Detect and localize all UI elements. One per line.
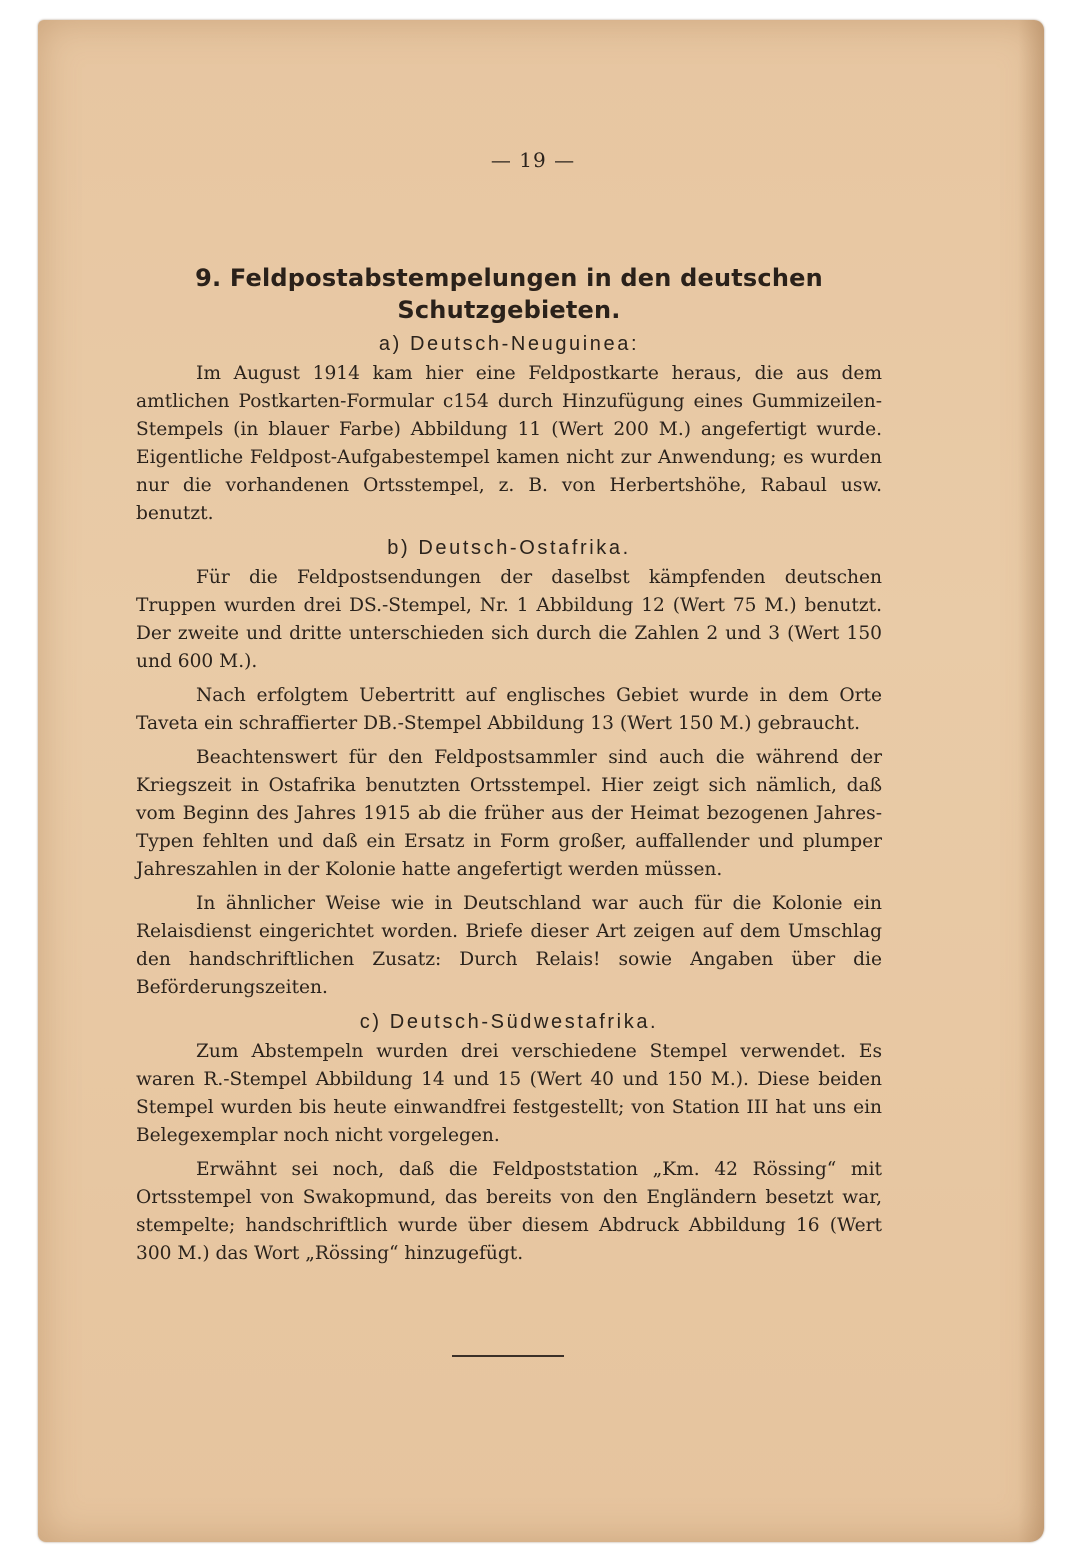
page-number: — 19 — xyxy=(490,148,576,172)
end-rule-divider xyxy=(452,1355,564,1357)
section-title-deutsch-suedwestafrika: c) Deutsch-Südwestafrika. xyxy=(359,1011,659,1033)
paragraph: Nach erfolgtem Uebertritt auf englisches Gebiet wurde in dem Orte Taveta ein schraffierter DB.-Stempel Abbildung 13 (Wert 150 M.) gebraucht. xyxy=(136,685,882,734)
paragraph: Zum Abstempeln wurden drei verschiedene Stempel verwendet. Es waren R.-Stempel Abbildung 14 und 15 (Wert 40 und 150 M.). Diese beiden Stempel wurden bis heute einwandfrei festgestellt; von Station III hat uns ein Belegexemplar noch nicht vorgelegen. xyxy=(136,1041,882,1146)
chapter-heading: 9. Feldpostabstempelungen in den deutschen Schutzgebieten. xyxy=(195,264,823,324)
paragraph: Für die Feldpostsendungen der daselbst kämpfenden deutschen Truppen wurden drei DS.-Stempel, Nr. 1 Abbildung 12 (Wert 75 M.) benutzt. Der zweite und dritte unterschieden sich durch die Zahlen 2 und 3 (Wert 150 und 600 M.). xyxy=(136,567,882,672)
page-body xyxy=(136,262,882,1274)
section-title-deutsch-ostafrika: b) Deutsch-Ostafrika. xyxy=(387,537,631,559)
paragraph: Erwähnt sei noch, daß die Feldpoststation „Km. 42 Rössing“ mit Ortsstempel von Swakopmund, das bereits von den Engländern besetzt war, stempelte; handschriftlich wurde über diesem Abdruck Abbildung 16 (Wert 300 M.) das Wort „Rössing“ hinzugefügt. xyxy=(136,1159,882,1264)
section-title-deutsch-neuguinea: a) Deutsch-Neuguinea: xyxy=(378,333,640,355)
paragraph: In ähnlicher Weise wie in Deutschland war auch für die Kolonie ein Relaisdienst eingerichtet worden. Briefe dieser Art zeigen auf dem Umschlag den handschriftlichen Zusatz: Durch Relais! sowie Angaben über die Beförderungszeiten. xyxy=(136,893,882,998)
paragraph: Im August 1914 kam hier eine Feldpostkarte heraus, die aus dem amtlichen Postkarten-Formular c154 durch Hinzufügung eines Gummizeilen-Stempels (in blauer Farbe) Abbildung 11 (Wert 200 M.) angefertigt wurde. Eigentliche Feldpost-Aufgabestempel kamen nicht zur Anwendung; es wurden nur die vorhandenen Ortsstempel, z. B. von Herbertshöhe, Rabaul usw. benutzt. xyxy=(136,363,882,524)
paragraph: Beachtenswert für den Feldpostsammler sind auch die während der Kriegszeit in Ostafrika benutzten Ortsstempel. Hier zeigt sich nämlich, daß vom Beginn des Jahres 1915 ab die früher aus der Heimat bezogenen Jahres-Typen fehlten und daß ein Ersatz in Form großer, auffallender und plumper Jahreszahlen in der Kolonie hatte angefertigt werden müssen. xyxy=(136,747,882,880)
book-page xyxy=(38,20,1044,1542)
